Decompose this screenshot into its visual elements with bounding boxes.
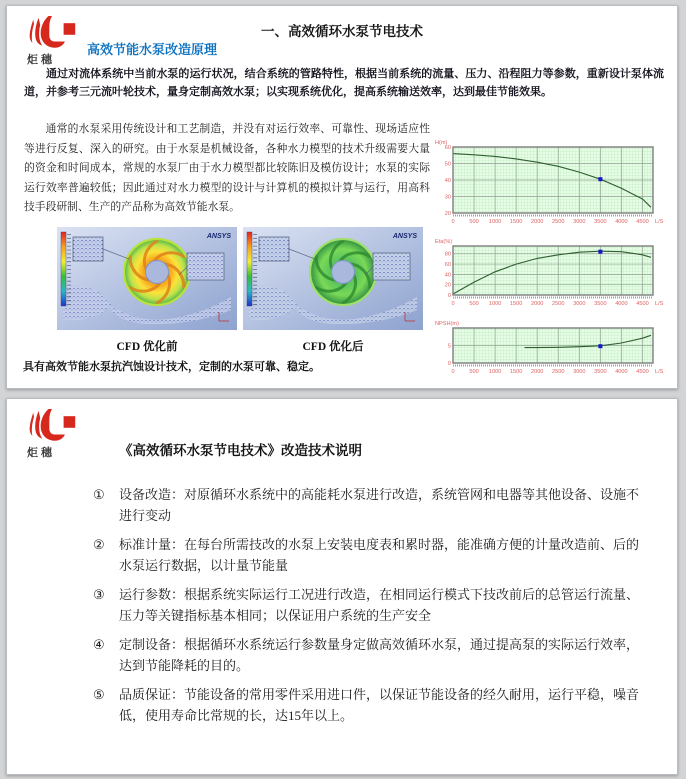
ansys-watermark: ANSYS xyxy=(392,233,417,240)
cfd-after-caption: CFD 优化后 xyxy=(302,341,364,353)
svg-text:5: 5 xyxy=(447,343,451,350)
svg-text:60: 60 xyxy=(444,145,451,151)
svg-text:1500: 1500 xyxy=(509,301,523,307)
svg-text:3000: 3000 xyxy=(573,369,586,375)
list-item xyxy=(93,585,643,626)
cfd-images-row xyxy=(57,227,423,330)
svg-text:3500: 3500 xyxy=(594,301,607,307)
svg-text:0: 0 xyxy=(451,301,455,307)
item-text: 设备改造：对原循环水系统中的高能耗水泵进行改造，系统管网和电器等其他设备、设施不进行变动 xyxy=(119,487,640,523)
page-1 xyxy=(6,5,678,389)
list-item xyxy=(93,635,643,676)
ansys-watermark: ANSYS xyxy=(206,233,231,240)
svg-text:Eta(%): Eta(%) xyxy=(435,239,453,245)
svg-text:4000: 4000 xyxy=(615,369,628,375)
svg-text:500: 500 xyxy=(469,301,479,307)
svg-text:2000: 2000 xyxy=(530,219,544,225)
item-number: ④ xyxy=(93,637,105,652)
flame-logo-icon xyxy=(27,409,77,443)
list-item xyxy=(93,685,643,726)
page1-title: 一、高效循环水泵节电技术 xyxy=(261,24,423,39)
page1-body-paragraph: 通常的水泵采用传统设计和工艺制造，并没有对运行效率、可靠性、现场适应性等进行反复、深入的研究。由于水泵是机械设备，各种水力模型的技术升级需要大量的资金和时间成本，常规的水泵厂由于水力模型都比较陈旧及模仿设计；水泵的实际运行效率普遍较低；因此通过对水力模型的设计与计算机的模拟计算与运行，用高科技手段研制、生产的产品称为高效节能水泵。 xyxy=(24,123,430,213)
list-item xyxy=(93,535,643,576)
svg-text:20: 20 xyxy=(444,211,451,217)
page-2 xyxy=(6,398,678,775)
company-logo xyxy=(27,409,91,460)
item-number: ⑤ xyxy=(93,687,105,702)
inset-detail-box xyxy=(73,237,103,261)
logo-text: 炬穗 xyxy=(27,54,55,66)
svg-text:4500: 4500 xyxy=(636,219,649,225)
pump-npsh-chart xyxy=(435,318,667,383)
impeller-after xyxy=(310,239,376,305)
impeller-before xyxy=(124,239,190,305)
item-number: ① xyxy=(93,487,105,502)
item-text: 品质保证：节能设备的常用零件采用进口件，以保证节能设备的经久耐用，运行平稳，噪音低，使用寿命比常规的长，达15年以上。 xyxy=(119,687,640,723)
svg-text:30: 30 xyxy=(444,194,451,201)
svg-text:2500: 2500 xyxy=(552,301,565,307)
svg-text:3500: 3500 xyxy=(594,219,607,225)
pump-head-chart xyxy=(435,137,667,233)
item-text: 定制设备：根据循环水系统运行参数量身定做高效循环水泵，通过提高泵的实际运行效率，达到节能降耗的目的。 xyxy=(119,637,640,673)
color-scale-legend xyxy=(247,232,252,306)
pump-efficiency-chart xyxy=(435,236,667,315)
item-text: 运行参数：根据系统实际运行工况进行改造，在相同运行模式下技改前后的总管运行流量、压力等关键指标基本相同；以保证用户系统的生产安全 xyxy=(119,587,640,623)
svg-text:4000: 4000 xyxy=(615,219,628,225)
svg-text:2000: 2000 xyxy=(530,369,544,375)
cfd-before-caption: CFD 优化前 xyxy=(116,341,178,353)
page1-footer-note: 具有高效节能水泵抗汽蚀设计技术，定制的水泵可靠、稳定。 xyxy=(23,361,320,373)
svg-text:2500: 2500 xyxy=(552,369,565,375)
svg-text:1500: 1500 xyxy=(509,369,523,375)
svg-text:500: 500 xyxy=(469,369,479,375)
item-text: 标准计量：在每台所需技改的水泵上安装电度表和累时器，能准确方便的计量改造前、后的水泵运行数据，以计量节能量 xyxy=(119,537,640,573)
color-scale-legend xyxy=(61,232,66,306)
technical-notes-list xyxy=(93,485,643,726)
svg-text:3000: 3000 xyxy=(573,301,586,307)
svg-text:L/S: L/S xyxy=(655,301,664,307)
inset-detail-box xyxy=(187,253,224,280)
svg-text:4500: 4500 xyxy=(636,301,649,307)
svg-text:1000: 1000 xyxy=(488,301,502,307)
logo-text: 炬穗 xyxy=(27,447,55,459)
inset-detail-box xyxy=(373,253,410,280)
svg-text:0: 0 xyxy=(451,219,455,225)
svg-text:1500: 1500 xyxy=(509,219,523,225)
svg-text:80: 80 xyxy=(444,251,451,258)
svg-text:20: 20 xyxy=(444,282,451,289)
svg-text:1000: 1000 xyxy=(488,369,502,375)
svg-text:0: 0 xyxy=(447,293,451,299)
svg-text:3000: 3000 xyxy=(573,219,586,225)
inset-detail-box xyxy=(259,237,289,261)
item-number: ② xyxy=(93,537,105,552)
svg-text:4000: 4000 xyxy=(615,301,628,307)
svg-text:L/S: L/S xyxy=(655,219,664,225)
svg-text:500: 500 xyxy=(469,219,479,225)
svg-text:0: 0 xyxy=(451,369,455,375)
svg-text:60: 60 xyxy=(444,262,451,269)
item-number: ③ xyxy=(93,587,105,602)
svg-text:2000: 2000 xyxy=(530,301,544,307)
page1-subtitle: 高效节能水泵改造原理 xyxy=(87,42,218,57)
page1-intro-paragraph: 通过对流体系统中当前水泵的运行状况，结合系统的管路特性，根据当前系统的流量、压力、沿程阻力等参数，重新设计泵体流道，并参考三元流叶轮技术，量身定制高效水泵；以实现系统优化，提高系统输送效率，达到最佳节能效果。 xyxy=(24,68,664,98)
svg-text:40: 40 xyxy=(444,178,451,184)
cfd-image-after xyxy=(243,227,423,330)
page2-title: 《高效循环水泵节电技术》改造技术说明 xyxy=(119,443,362,458)
pump-curve-charts xyxy=(435,137,669,383)
svg-text:L/S: L/S xyxy=(655,369,664,375)
cfd-captions xyxy=(57,338,423,354)
svg-text:NPSH(m): NPSH(m) xyxy=(435,321,459,327)
svg-text:0: 0 xyxy=(447,361,451,367)
svg-text:3500: 3500 xyxy=(594,369,607,375)
svg-text:1000: 1000 xyxy=(488,219,502,225)
cfd-image-before xyxy=(57,227,237,330)
svg-text:40: 40 xyxy=(444,272,451,279)
svg-text:2500: 2500 xyxy=(552,219,565,225)
list-item xyxy=(93,485,643,526)
svg-text:50: 50 xyxy=(444,161,451,168)
svg-text:H(m): H(m) xyxy=(435,140,448,146)
svg-text:4500: 4500 xyxy=(636,369,649,375)
